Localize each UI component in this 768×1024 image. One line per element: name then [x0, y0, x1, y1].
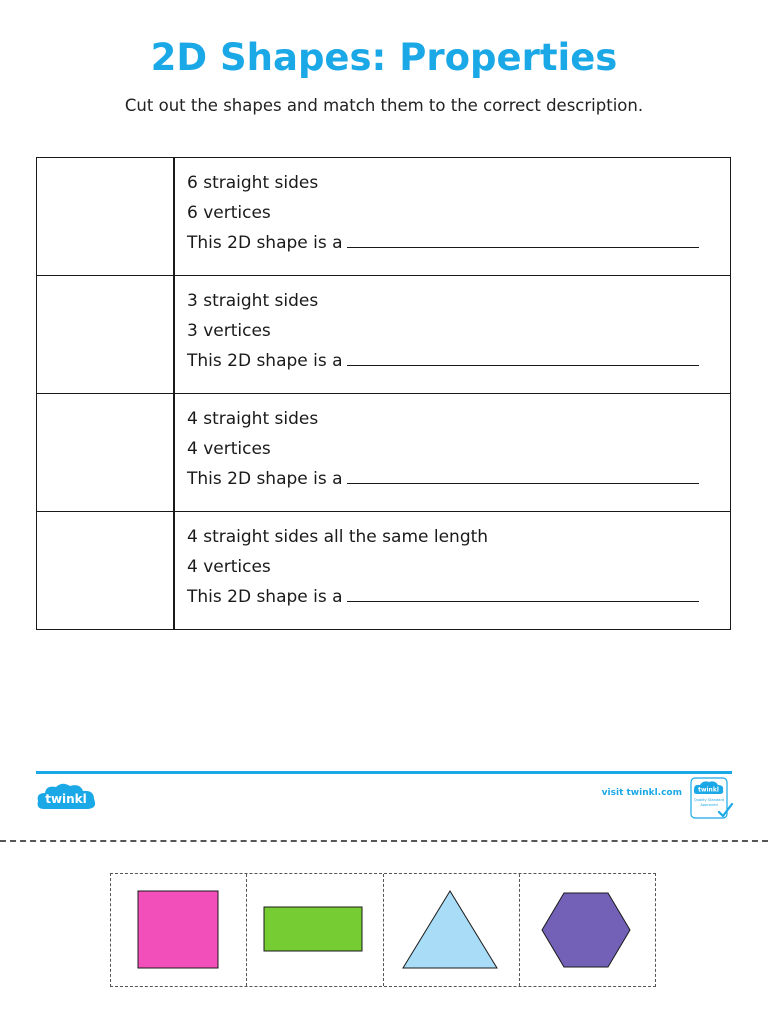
shape-drop-cell — [37, 158, 175, 275]
badge-logo-text: twinkl — [698, 786, 719, 794]
description-line: 3 straight sides — [187, 291, 319, 311]
table-row — [37, 158, 730, 275]
description-line: 6 straight sides — [187, 173, 319, 193]
table-row — [37, 393, 730, 511]
cut-line — [0, 840, 768, 842]
page-title: 2D Shapes: Properties — [150, 36, 618, 79]
cutout-cell — [520, 874, 655, 986]
answer-prompt: This 2D shape is a — [187, 469, 343, 489]
badge-text: Quality Standard Approved — [693, 798, 725, 807]
description-line: 4 straight sides — [187, 409, 319, 429]
logo-text: twinkl — [45, 792, 87, 806]
shape-drop-cell — [37, 276, 175, 393]
hexagon-shape[interactable] — [520, 874, 656, 986]
table-row — [37, 511, 730, 629]
answer-prompt: This 2D shape is a — [187, 587, 343, 607]
shape-drop-cell — [37, 512, 175, 629]
answer-blank[interactable] — [347, 229, 699, 248]
visit-link[interactable]: visit twinkl.com — [601, 788, 682, 798]
answer-prompt: This 2D shape is a — [187, 351, 343, 371]
answer-blank[interactable] — [347, 583, 699, 602]
description-line: 4 vertices — [187, 557, 271, 577]
shape-drop-cell — [37, 394, 175, 511]
description-line: 4 vertices — [187, 439, 271, 459]
description-cell — [175, 158, 730, 275]
triangle-shape[interactable] — [384, 874, 520, 986]
instructions: Cut out the shapes and match them to the correct description. — [124, 96, 644, 115]
description-cell — [175, 512, 730, 629]
rectangle-shape[interactable] — [247, 874, 383, 986]
description-cell — [175, 276, 730, 393]
cutout-cell — [247, 874, 383, 986]
description-cell — [175, 394, 730, 511]
description-line: 4 straight sides all the same length — [187, 527, 489, 547]
cutout-cell — [384, 874, 520, 986]
square-shape[interactable] — [111, 874, 247, 986]
answer-blank[interactable] — [347, 465, 699, 484]
description-line: 6 vertices — [187, 203, 271, 223]
matching-table — [36, 157, 731, 630]
twinkl-logo[interactable] — [36, 781, 98, 815]
quality-badge — [689, 776, 734, 821]
answer-blank[interactable] — [347, 347, 699, 366]
answer-prompt: This 2D shape is a — [187, 233, 343, 253]
description-line: 3 vertices — [187, 321, 271, 341]
footer-divider — [36, 771, 732, 774]
shape-cutouts — [110, 873, 656, 987]
cutout-cell — [111, 874, 247, 986]
table-row — [37, 275, 730, 393]
